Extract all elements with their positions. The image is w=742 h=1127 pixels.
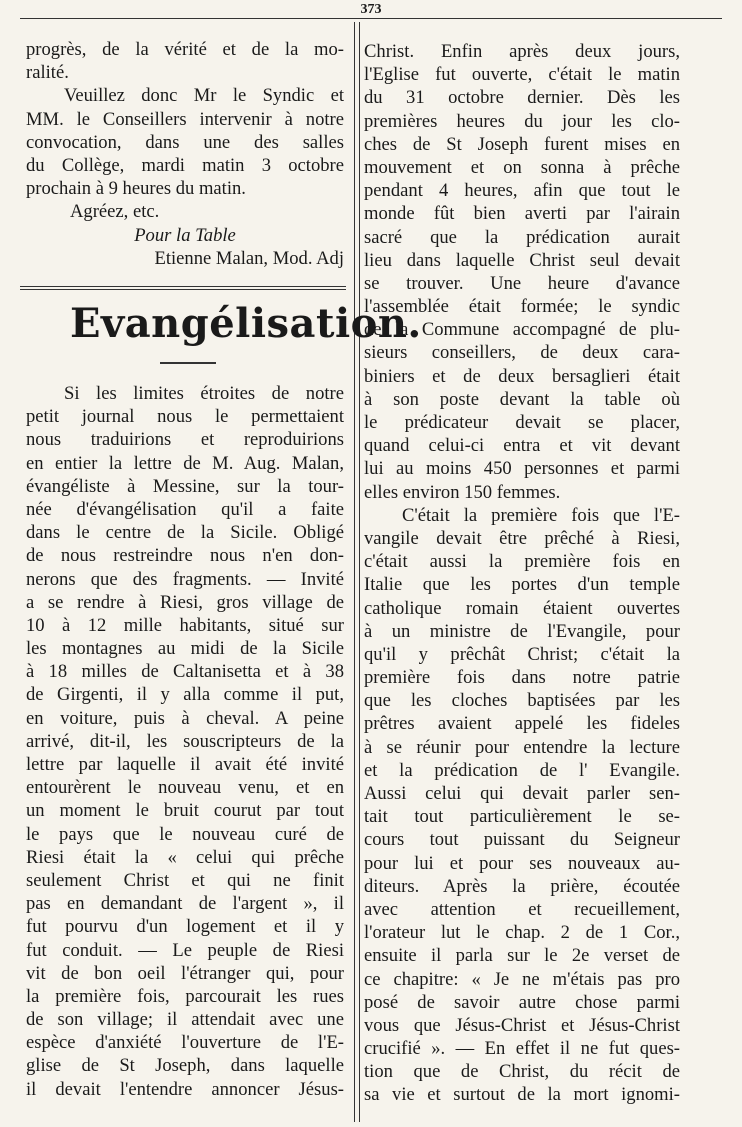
- text-line: à se réunir pour entendre la lecture: [364, 736, 680, 758]
- text-line: vous que Jésus-Christ et Jésus-Christ: [364, 1014, 680, 1036]
- left-column-article: [26, 382, 344, 1101]
- text-line: arrivé, dit-il, les souscripteurs de la: [26, 730, 344, 752]
- text-line: il devait l'entendre annoncer Jésus-: [26, 1078, 344, 1100]
- text-line: Christ. Enfin après deux jours,: [364, 41, 680, 62]
- text-line: ches de St Joseph furent mises en: [364, 133, 680, 155]
- text-line: née d'évangélisation qu'il a faite: [26, 498, 344, 520]
- text-line: fut pourvu d'un logement et il y: [26, 916, 344, 938]
- text-line: Riesi était la « celui qui prêche: [26, 846, 344, 868]
- text-line: ce chapitre: « Je ne m'étais pas pro: [364, 968, 680, 990]
- text-line: évangéliste à Messine, sur la tour-: [26, 475, 344, 497]
- text-line: posé de savoir autre chose parmi: [364, 991, 680, 1013]
- text-line: la première fois, parcourait les rues: [26, 985, 344, 1007]
- text-line: les montagnes au midi de la Sicile: [26, 638, 344, 660]
- text-line: à 18 milles de Caltanisetta et à 38: [26, 661, 344, 683]
- left-column-top: [26, 38, 344, 270]
- column-divider: [354, 22, 360, 1122]
- text-line: Veuillez donc Mr le Syndic et: [64, 85, 344, 107]
- signature-line: Pour la Table: [134, 224, 236, 246]
- text-line: de Girgenti, il y alla comme il put,: [26, 684, 344, 706]
- text-line: lettre par laquelle il avait été invité: [26, 754, 344, 775]
- text-line: lieu dans laquelle Christ seul devait: [364, 249, 680, 271]
- text-line: le pays que le nouveau curé de: [26, 823, 344, 845]
- section-divider: [20, 286, 346, 290]
- text-line: fut conduit. — Le peuple de Riesi: [26, 939, 344, 961]
- text-line: ralité.: [26, 62, 69, 84]
- text-line: elles environ 150 femmes.: [364, 481, 561, 503]
- text-line: C'était la première fois que l'E-: [402, 504, 680, 526]
- text-line: ensuite il parla sur le 2e verset de: [364, 945, 680, 967]
- text-line: tait tout particulièrement le se-: [364, 806, 680, 828]
- text-line: pour lui et pour ses nouveaux au-: [364, 852, 680, 874]
- page-number: 373: [360, 2, 382, 17]
- text-line: c'était aussi la première fois en: [364, 551, 680, 573]
- text-line: catholique romain étaient ouvertes: [364, 597, 680, 619]
- text-line: biniers et de deux bersaglieri était: [364, 365, 680, 387]
- text-line: du 31 octobre dernier. Dès les: [364, 87, 680, 109]
- text-line: sa vie et surtout de la mort ignomi-: [364, 1084, 680, 1106]
- text-line: de nous restreindre nous n'en don-: [26, 545, 344, 567]
- text-line: prochain à 9 heures du matin.: [26, 178, 246, 200]
- text-line: première fois dans notre patrie: [364, 667, 680, 689]
- text-line: Aussi celui qui devait parler sen-: [364, 783, 680, 804]
- text-line: espèce d'anxiété l'ouverture de l'E-: [26, 1032, 344, 1054]
- text-line: se trouver. Une heure d'avance: [364, 272, 680, 294]
- text-line: vangile devait être prêché à Riesi,: [364, 527, 680, 549]
- text-line: premières heures du jour les clo-: [364, 110, 680, 132]
- text-line: lui au moins 450 personnes et parmi: [364, 458, 680, 480]
- text-line: du Collège, mardi matin 3 octobre: [26, 154, 344, 176]
- text-line: Agréez, etc.: [70, 201, 160, 223]
- text-line: monde fût bien averti par l'airain: [364, 203, 680, 225]
- text-line: qu'il y prêchât Christ; c'était la: [364, 643, 680, 665]
- text-line: diteurs. Après la prière, écoutée: [364, 875, 680, 897]
- text-line: a se rendre à Riesi, gros village de: [26, 591, 344, 613]
- text-line: pendant 4 heures, afin que tout le: [364, 180, 680, 202]
- text-line: sacré que la prédication aurait: [364, 226, 680, 248]
- right-column-article: [364, 40, 680, 1107]
- text-line: l'Eglise fut ouverte, c'était le matin: [364, 64, 680, 86]
- text-line: à son poste devant la table où: [364, 388, 680, 410]
- text-line: 10 à 12 mille habitants, situé sur: [26, 614, 344, 636]
- text-line: glise de St Joseph, dans laquelle: [26, 1055, 344, 1077]
- text-line: et la prédication de l' Evangile.: [364, 759, 680, 781]
- text-line: MM. le Conseillers intervenir à notre: [26, 108, 344, 130]
- text-line: quand celui-ci entra et vit devant: [364, 435, 680, 457]
- text-line: avec attention et recueillement,: [364, 898, 680, 920]
- text-line: crucifié ». — En effet il ne fut ques-: [364, 1038, 680, 1060]
- text-line: Si les limites étroites de notre: [64, 383, 344, 404]
- text-line: à un ministre de l'Evangile, pour: [364, 620, 680, 642]
- text-line: le prédicateur devait se placer,: [364, 412, 680, 433]
- text-line: de son village; il attendait avec une: [26, 1009, 344, 1031]
- text-line: seulement Christ et qui ne finit: [26, 869, 344, 891]
- text-line: l'orateur lut le chap. 2 de 1 Cor.,: [364, 922, 680, 944]
- title-underline: [160, 362, 216, 364]
- text-line: Italie que les portes d'un temple: [364, 574, 680, 596]
- header-rule: [20, 18, 722, 19]
- text-line: vit de bon oeil l'étranger qui, pour: [26, 962, 344, 984]
- text-line: un moment le bruit courut par tout: [26, 800, 344, 822]
- text-line: tion que de Christ, du récit de: [364, 1061, 680, 1083]
- text-line: progrès, de la vérité et de la mo-: [26, 39, 344, 60]
- text-line: en voiture, puis à cheval. A peine: [26, 707, 344, 729]
- text-line: l'assemblée était formée; le syndic: [364, 296, 680, 318]
- text-line: nous traduirions et reproduirions: [26, 429, 344, 451]
- section-title: Evangélisation.: [70, 300, 422, 347]
- text-line: dans le centre de la Sicile. Obligé: [26, 522, 344, 544]
- text-line: entourèrent le nouveau venu, et en: [26, 777, 344, 799]
- text-line: petit journal nous le permettaient: [26, 406, 344, 428]
- text-line: cours tout puissant du Seigneur: [364, 829, 680, 851]
- text-line: en entier la lettre de M. Aug. Malan,: [26, 452, 344, 474]
- text-line: sieurs conseillers, de deux cara-: [364, 342, 680, 364]
- text-line: nerons que des fragments. — Invité: [26, 568, 344, 590]
- text-line: mouvement et on sonna à prêche: [364, 156, 680, 178]
- text-line: convocation, dans une des salles: [26, 131, 344, 153]
- text-line: prêtres avaient appelé les fideles: [364, 713, 680, 735]
- text-line: pas en demandant de l'argent », il: [26, 893, 344, 915]
- text-line: de la Commune accompagné de plu-: [364, 319, 680, 341]
- signature-name: Etienne Malan, Mod. Adj: [154, 247, 344, 269]
- text-line: que les cloches baptisées par les: [364, 690, 680, 712]
